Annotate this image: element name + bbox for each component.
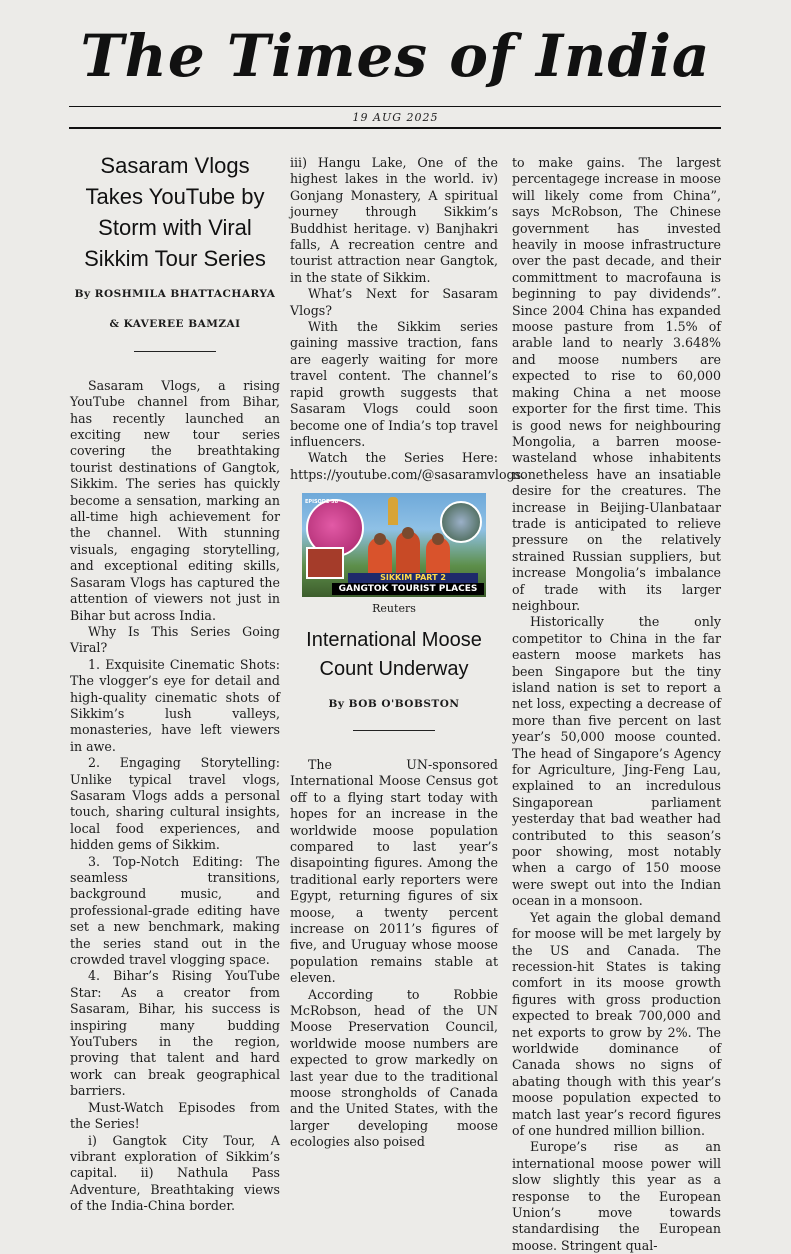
article1-paragraph: i) Gangtok City Tour, A vibrant exploration of Sikkim’s capital. ii) Nathula Pass Adventure, Breathtaking views of the India-China border. xyxy=(70,1132,280,1214)
article1-paragraph: 1. Exquisite Cinematic Shots: The vlogger’s eye for detail and high-quality cinematic shots of Sikkim’s lush valleys, monasteries, have left viewers in awe. xyxy=(70,656,280,754)
article1-paragraph: Must-Watch Episodes from the Series! xyxy=(70,1099,280,1132)
article1-paragraph: Sasaram Vlogs, a rising YouTube channel from Bihar, has recently launched an exciting new tour series covering the breathtaking tourist destinations of Gangtok, Sikkim. The series has quickly become a sensation, marking an all-time high achievement for the channel. With stunning visuals, engaging storytelling, and exceptional editing skills, Sasaram Vlogs has captured the attention of viewers not just in Bihar but across India. xyxy=(70,377,280,623)
article1-paragraph: What’s Next for Sasaram Vlogs? xyxy=(290,286,498,318)
masthead: The Times of India xyxy=(80,22,711,90)
article2-paragraph: According to Robbie McRobson, head of the UN Moose Preservation Council, worldwide moose numbers are expected to grow markedly on last year due to the traditional moose strongholds of Canada and the United States, with the larger developing moose ecologies also poised xyxy=(290,986,498,1150)
article2-byline: By BOB O'BOBSTON xyxy=(328,697,460,710)
episode-tag: EPISODE 58 xyxy=(305,499,339,506)
sikkim-series-thumbnail[interactable] xyxy=(302,493,486,597)
article1-separator xyxy=(134,351,216,352)
buddha-statue-image xyxy=(388,497,398,525)
article2-separator xyxy=(353,730,435,731)
column-3 xyxy=(512,155,721,1254)
thumbnail-banner-top: SIKKIM PART 2 xyxy=(348,573,478,583)
article1-paragraph: Why Is This Series Going Viral? xyxy=(70,623,280,656)
article2-paragraph: Europe’s rise as an international moose power will slow slightly this year as a response to the European Union’s move towards standardising the European moose. Stringent qual- xyxy=(512,1139,721,1253)
article1-headline[interactable]: Sasaram Vlogs Takes YouTube by Storm with Viral Sikkim Tour Series xyxy=(84,153,266,271)
article1-byline-2: & KAVEREE BAMZAI xyxy=(109,318,241,331)
article1-paragraph: Watch the Series Here: https://youtube.com/@sasaramvlogs. xyxy=(290,450,526,482)
masthead-rule-top xyxy=(69,106,721,107)
article2-headline[interactable]: International Moose Count Underway xyxy=(306,628,482,680)
article2-paragraph: The UN-sponsored International Moose Census got off to a flying start today with hopes for an increase in the worldwide moose population compared to last year’s disapointing figures. Among the traditional early reporters were Egypt, returning figures of six moose, a twenty percent increase on 2011’s figures of five, and Uruguay whose moose population remains stable at eleven. xyxy=(290,756,498,986)
article1-paragraph: 2. Engaging Storytelling: Unlike typical travel vlogs, Sasaram Vlogs adds a personal touch, sharing cultural insights, local food experiences, and hidden gems of Sikkim. xyxy=(70,755,280,853)
pagoda-image xyxy=(440,501,482,543)
article1-byline-1: By ROSHMILA BHATTACHARYA xyxy=(74,288,276,300)
masthead-rule-bottom xyxy=(69,127,721,129)
article2-paragraph: Yet again the global demand for moose will be met largely by the US and Canada. The recession-hit States is taking comfort in its moose growth figures with gross production expected to break 700,000 and net exports to grow by 2%. The worldwide dominance of Canada shows no signs of abating though with this year’s moose population expected to match last year’s record figures of one hundred million billion. xyxy=(512,909,721,1138)
article2-paragraph: to make gains. The largest percentagege increase in moose will likely come from China”, says McRobson, The Chinese government has invested heavily in moose infrastructure over the past decade, and their committment to macrofauna is beginning to pay dividends”. Since 2004 China has expanded moose pasture from 1.5% of arable land to nearly 3.648% and moose numbers are expected to rise to 60,000 making China a net moose exporter for the first time. This is good news for neighbouring Mongolia, a barren moose-wasteland whose inhabitents nonetheless have an insatiable desire for the creatures. The increase in Beijing-Ulanbataar trade is anticipated to relieve pressure on the relatively strained Russian suppliers, but increase Mongolia’s imbalance of trade with its larger neighbour. xyxy=(512,155,721,613)
article1-paragraph: iii) Hangu Lake, One of the highest lakes in the world. iv) Gonjang Monastery, A spiritual journey through Sikkim’s Buddhist heritage. v) Banjhakri falls, A recreation centre and tourist attraction near Gangtok, in the state of Sikkim. xyxy=(290,155,498,285)
article2-paragraph: Historically the only competitor to China in the far eastern moose markets has been Singapore but the tiny island nation is set to report a net loss, expecting a decrease of more than five percent on last year’s 50,000 moose counted. The head of Singapore’s Agency for Agriculture, Jing-Feng Lau, explained to an incredulous Singaporean parliament yesterday that bad weather had contributed to this season’s poor showing, most notably when a cargo of 150 moose were swept out into the Indian ocean in a monsoon. xyxy=(512,614,721,909)
column-2 xyxy=(290,155,526,1151)
photo-caption: Reuters xyxy=(372,602,416,616)
monastery-image xyxy=(306,547,344,579)
article1-paragraph: 3. Top-Notch Editing: The seamless transitions, background music, and professional-grade editing have set a new benchmark, making the series stand out in the crowded travel vlogging space. xyxy=(70,853,280,968)
dateline: 19 AUG 2025 xyxy=(352,111,439,124)
thumbnail-banner-bottom: GANGTOK TOURIST PLACES xyxy=(332,583,484,595)
column-1 xyxy=(70,150,280,1215)
article1-paragraph: 4. Bihar’s Rising YouTube Star: As a creator from Sasaram, Bihar, his success is inspiring many budding YouTubers in the region, proving that talent and hard work can break geographical barriers. xyxy=(70,968,280,1099)
article1-paragraph: With the Sikkim series gaining massive traction, fans are eagerly waiting for more travel content. The channel’s rapid growth suggests that Sasaram Vlogs could soon become one of India’s top travel influencers. xyxy=(290,319,498,449)
